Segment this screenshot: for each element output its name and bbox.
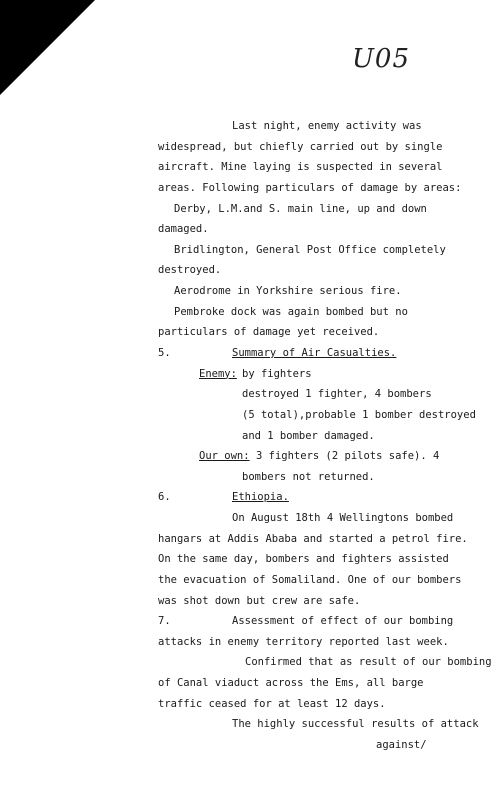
document-line: damaged. bbox=[158, 223, 209, 236]
document-line: Confirmed that as result of our bombing bbox=[245, 656, 492, 669]
document-line: and 1 bomber damaged. bbox=[242, 429, 375, 442]
document-line: areas. Following particulars of damage by areas: bbox=[158, 181, 462, 194]
document-line: against/ bbox=[376, 739, 427, 751]
document-line: attacks in enemy territory reported last week. bbox=[158, 635, 449, 648]
document-line: Aerodrome in Yorkshire serious fire. bbox=[174, 285, 402, 298]
document-line: destroyed 1 fighter, 4 bombers bbox=[242, 388, 432, 401]
document-line: Enemy: bbox=[199, 367, 237, 380]
document-line: 7. bbox=[158, 615, 171, 628]
document-line: Assessment of effect of our bombing bbox=[232, 615, 454, 628]
document-line: aircraft. Mine laying is suspected in several bbox=[158, 161, 443, 174]
document-line: Summary of Air Casualties. bbox=[232, 346, 397, 359]
document-line: particulars of damage yet received. bbox=[158, 326, 380, 339]
document-line: 5. bbox=[158, 346, 171, 359]
document-line: Our own: bbox=[199, 450, 250, 463]
document-line: Last night, enemy activity was bbox=[232, 120, 422, 132]
document-line: Bridlington, General Post Office completely bbox=[174, 243, 446, 256]
document-line: by fighters bbox=[242, 367, 312, 380]
page-number: U05 bbox=[352, 44, 410, 74]
document-line: the evacuation of Somaliland. One of our bombers bbox=[158, 573, 462, 586]
document-line: On the same day, bombers and fighters assisted bbox=[158, 553, 449, 566]
scan-corner-mark bbox=[0, 0, 95, 95]
document-line: The highly successful results of attack bbox=[232, 718, 479, 731]
document-line: Pembroke dock was again bombed but no bbox=[174, 305, 408, 318]
document-line: hangars at Addis Ababa and started a petrol fire. bbox=[158, 532, 468, 545]
document-line: traffic ceased for at least 12 days. bbox=[158, 697, 386, 710]
document-line: widespread, but chiefly carried out by single bbox=[158, 140, 443, 153]
document-line: 6. bbox=[158, 491, 171, 504]
document-line: Ethiopia. bbox=[232, 491, 289, 504]
document-line: On August 18th 4 Wellingtons bombed bbox=[232, 512, 454, 525]
document-line: (5 total),probable 1 bomber destroyed bbox=[242, 408, 476, 421]
document-line: bombers not returned. bbox=[242, 470, 375, 483]
document-line: was shot down but crew are safe. bbox=[158, 594, 361, 607]
document-line: of Canal viaduct across the Ems, all barge bbox=[158, 677, 424, 690]
document-line: destroyed. bbox=[158, 264, 222, 277]
document-line: 3 fighters (2 pilots safe). 4 bbox=[256, 450, 440, 463]
document-line: Derby, L.M.and S. main line, up and down bbox=[174, 202, 427, 215]
